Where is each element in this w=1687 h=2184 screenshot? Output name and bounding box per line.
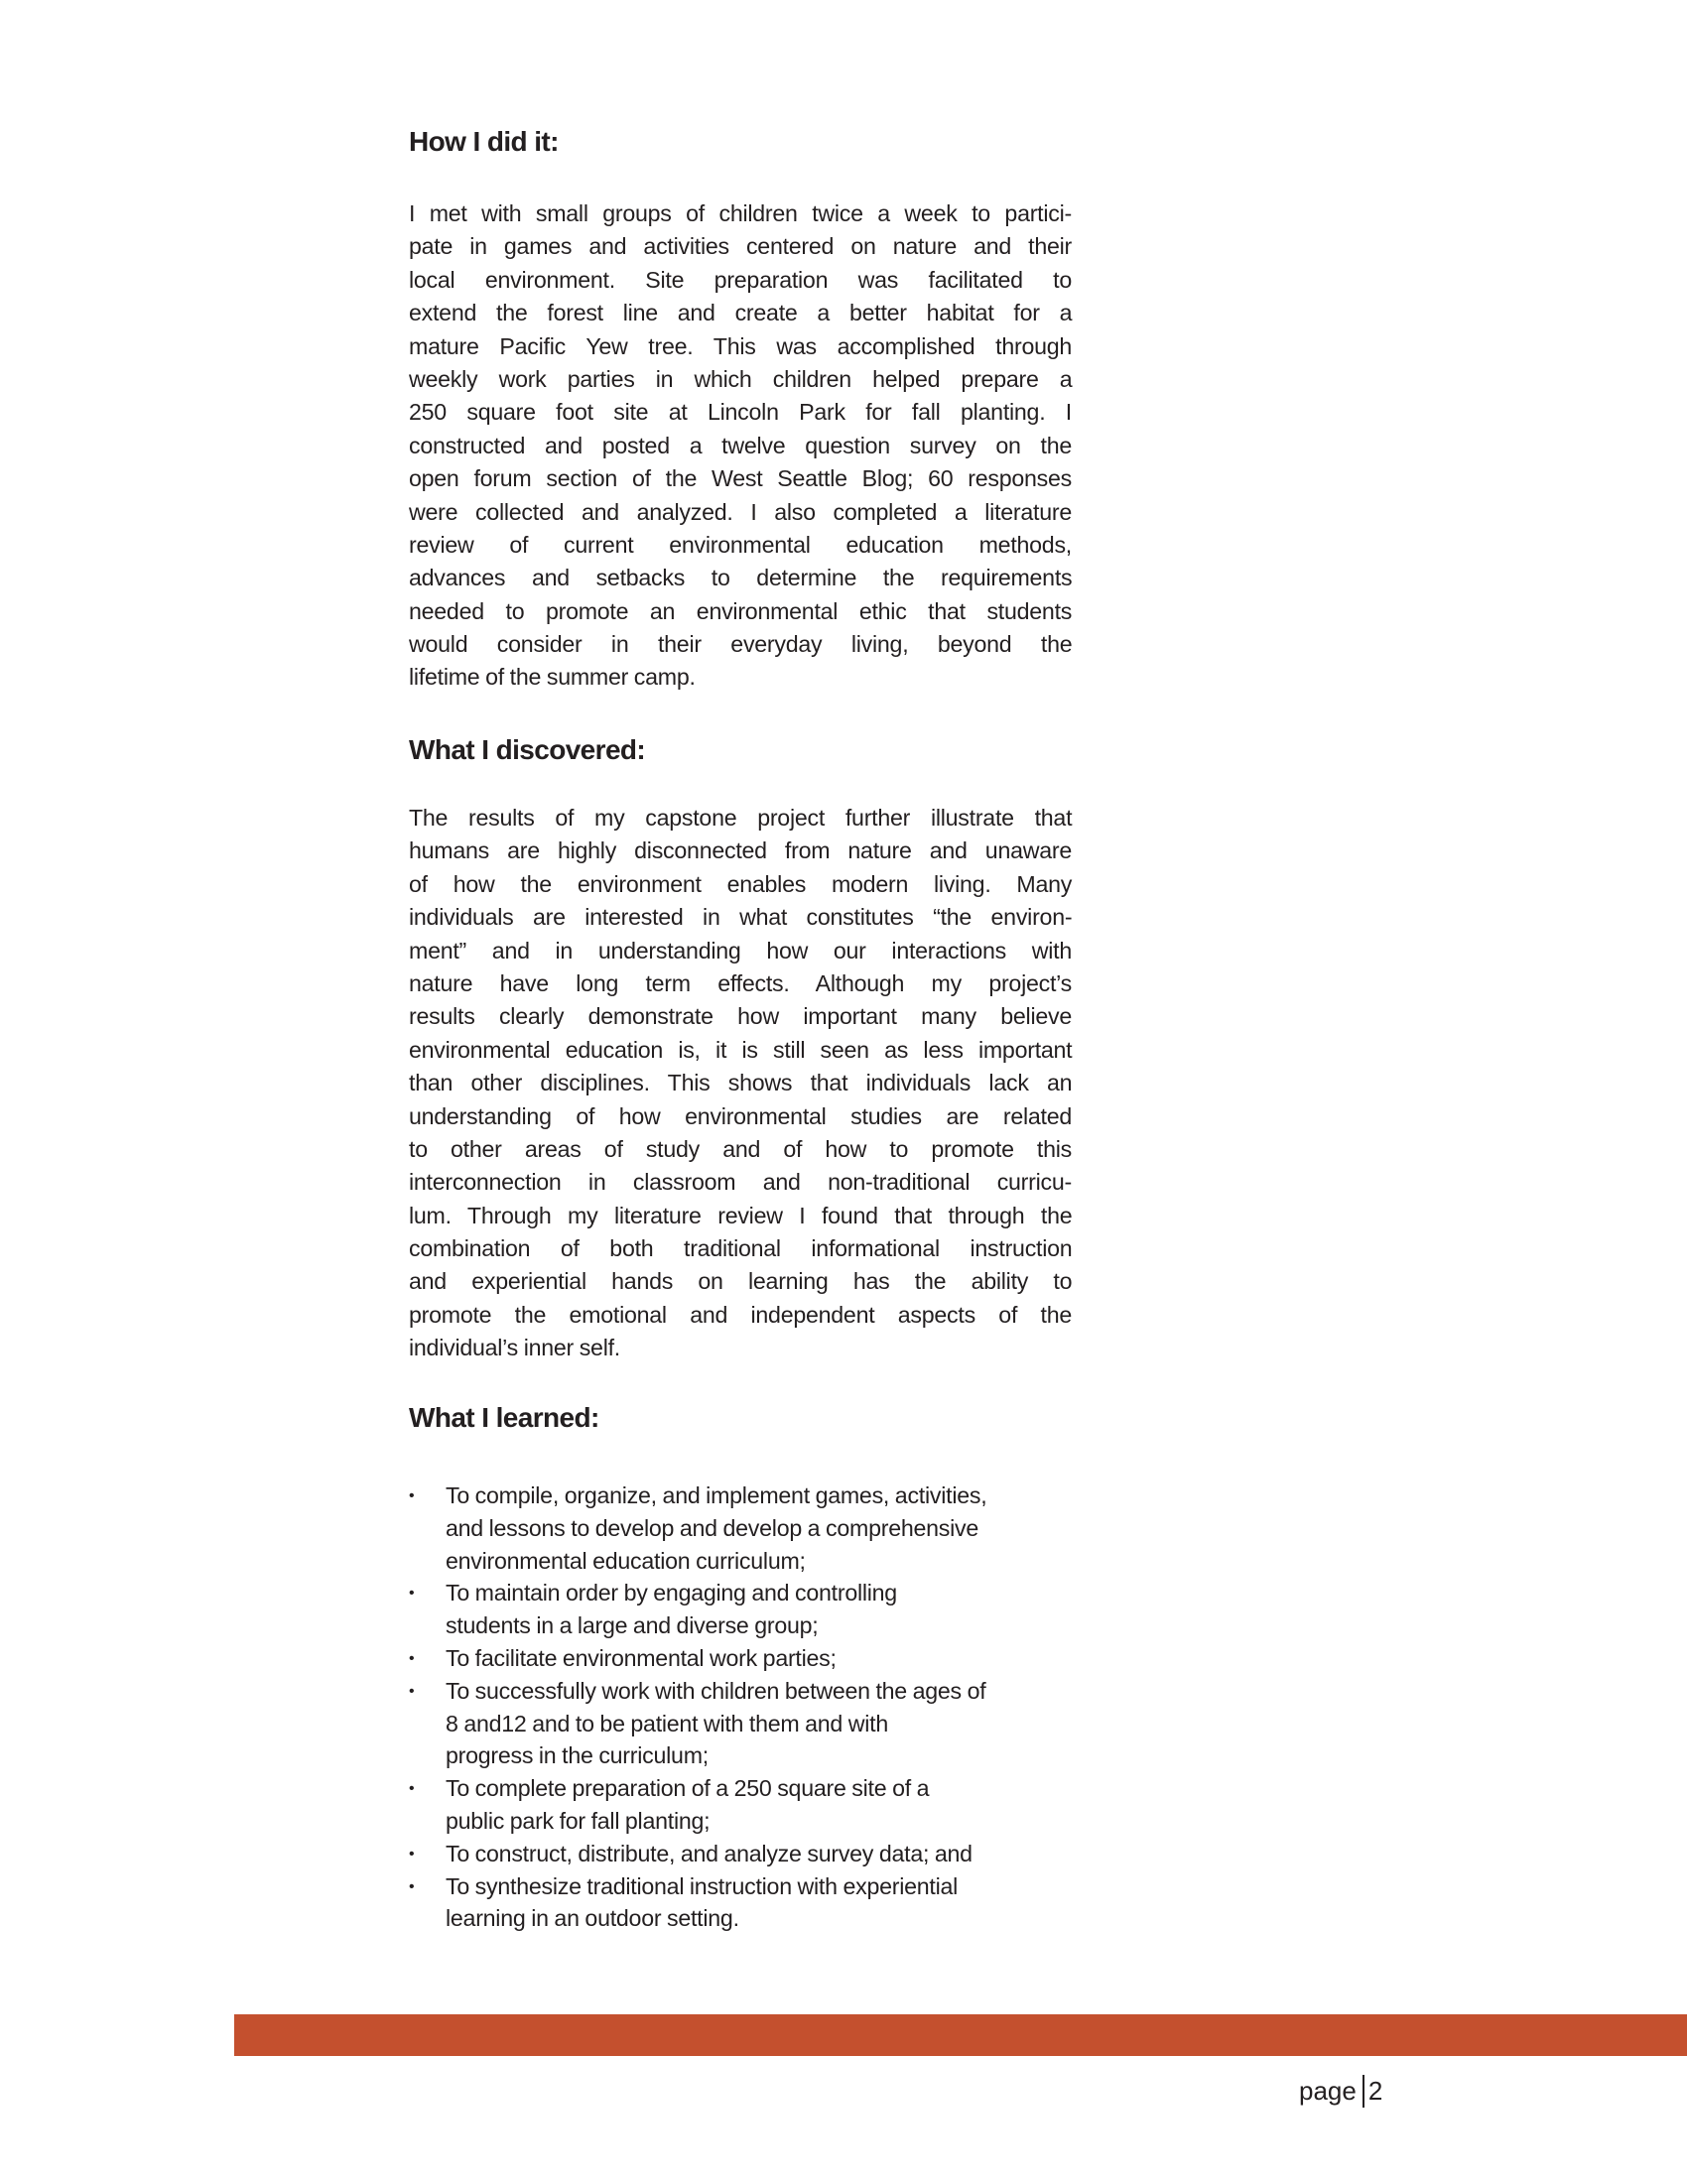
- bullet-icon: •: [409, 1877, 415, 1895]
- bullet-icon: •: [409, 1649, 415, 1667]
- paragraph-line: I met with small groups of children twice a week to partici-: [409, 200, 1072, 226]
- bullet-line: To compile, organize, and implement games, activities,: [446, 1482, 987, 1508]
- page-number: [1299, 2074, 1382, 2108]
- paragraph-line: promote the emotional and independent aspects of the: [409, 1301, 1072, 1328]
- page-number-value: 2: [1367, 2076, 1383, 2106]
- paragraph-line: constructed and posted a twelve question survey on the: [409, 432, 1072, 458]
- paragraph-line: lum. Through my literature review I found that through the: [409, 1202, 1073, 1228]
- bullet-line: To maintain order by engaging and controlling: [446, 1580, 897, 1606]
- paragraph-line: ment” and in understanding how our interactions with: [409, 937, 1072, 964]
- footer-accent-bar: [234, 2014, 1687, 2056]
- paragraph-line: needed to promote an environmental ethic that students: [409, 597, 1073, 624]
- learned-bullet-list: [409, 1479, 1084, 1935]
- bullet-line: To successfully work with children between the ages of: [446, 1677, 986, 1704]
- bullet-icon: •: [409, 1780, 415, 1798]
- page-separator: [1363, 2075, 1364, 2108]
- bullet-line: environmental education curriculum;: [446, 1547, 806, 1574]
- bullet-item: [409, 1642, 1084, 1675]
- paragraph-line: advances and setbacks to determine the requirements: [409, 565, 1073, 591]
- bullet-icon: •: [409, 1487, 415, 1504]
- bullet-line: learning in an outdoor setting.: [446, 1905, 739, 1932]
- bullet-line: To synthesize traditional instruction with experiential: [446, 1872, 959, 1899]
- paragraph-line: humans are highly disconnected from nature and unaware: [409, 837, 1072, 864]
- paragraph-line: lifetime of the summer camp.: [409, 664, 696, 691]
- paragraph-line: to other areas of study and of how to promote this: [409, 1135, 1072, 1162]
- paragraph-line: individual’s inner self.: [409, 1335, 620, 1361]
- bullet-item: [409, 1675, 1084, 1772]
- paragraph-line: local environment. Site preparation was facilitated to: [409, 266, 1072, 293]
- bullet-line: 8 and12 and to be patient with them and with: [446, 1710, 888, 1736]
- paragraph-line: mature Pacific Yew tree. This was accomplished through: [409, 332, 1073, 359]
- bullet-line: To facilitate environmental work parties;: [446, 1644, 837, 1671]
- paragraph-line: 250 square foot site at Lincoln Park for fall planting. I: [409, 399, 1072, 426]
- page-label: page: [1299, 2076, 1357, 2106]
- paragraph-line: and experiential hands on learning has the ability to: [409, 1268, 1073, 1295]
- paragraph-line: than other disciplines. This shows that individuals lack an: [409, 1070, 1073, 1096]
- paragraph-line: combination of both traditional informational instruction: [409, 1235, 1073, 1262]
- bullet-item: [409, 1479, 1084, 1577]
- bullet-line: students in a large and diverse group;: [446, 1612, 819, 1639]
- paragraph-line: interconnection in classroom and non-traditional curricu-: [409, 1169, 1072, 1196]
- paragraph-line: of how the environment enables modern living. Many: [409, 870, 1073, 897]
- paragraph-line: pate in games and activities centered on nature and their: [409, 233, 1072, 260]
- bullet-item: [409, 1772, 1084, 1838]
- paragraph-line: would consider in their everyday living, beyond the: [409, 631, 1073, 658]
- bullet-icon: •: [409, 1845, 415, 1863]
- paragraph-line: were collected and analyzed. I also completed a literature: [409, 498, 1072, 525]
- section-heading-learned: What I learned:: [409, 1402, 599, 1433]
- bullet-line: To complete preparation of a 250 square site of a: [446, 1775, 930, 1802]
- paragraph-line: environmental education is, it is still seen as less important: [409, 1036, 1073, 1063]
- bullet-line: progress in the curriculum;: [446, 1742, 709, 1769]
- bullet-icon: •: [409, 1585, 415, 1603]
- bullet-icon: •: [409, 1682, 415, 1700]
- bullet-line: and lessons to develop and develop a comprehensive: [446, 1514, 979, 1541]
- bullet-item: [409, 1870, 1084, 1936]
- paragraph-discovered: [409, 802, 1072, 1365]
- bullet-line: To construct, distribute, and analyze survey data; and: [446, 1840, 973, 1866]
- paragraph-line: weekly work parties in which children helped prepare a: [409, 365, 1073, 392]
- bullet-item: [409, 1838, 1084, 1870]
- paragraph-line: results clearly demonstrate how important many believe: [409, 1003, 1072, 1030]
- paragraph-line: extend the forest line and create a better habitat for a: [409, 300, 1073, 326]
- paragraph-line: open forum section of the West Seattle Blog; 60 responses: [409, 465, 1072, 492]
- paragraph-line: understanding of how environmental studies are related: [409, 1102, 1072, 1129]
- paragraph-line: review of current environmental education methods,: [409, 531, 1072, 558]
- paragraph-how: [409, 197, 1072, 695]
- bullet-item: [409, 1577, 1084, 1642]
- paragraph-line: individuals are interested in what constitutes “the environ-: [409, 904, 1073, 931]
- paragraph-line: nature have long term effects. Although my project’s: [409, 969, 1072, 996]
- paragraph-line: The results of my capstone project further illustrate that: [409, 805, 1073, 831]
- section-heading-how: How I did it:: [409, 126, 559, 157]
- bullet-line: public park for fall planting;: [446, 1807, 711, 1834]
- section-heading-discovered: What I discovered:: [409, 734, 646, 765]
